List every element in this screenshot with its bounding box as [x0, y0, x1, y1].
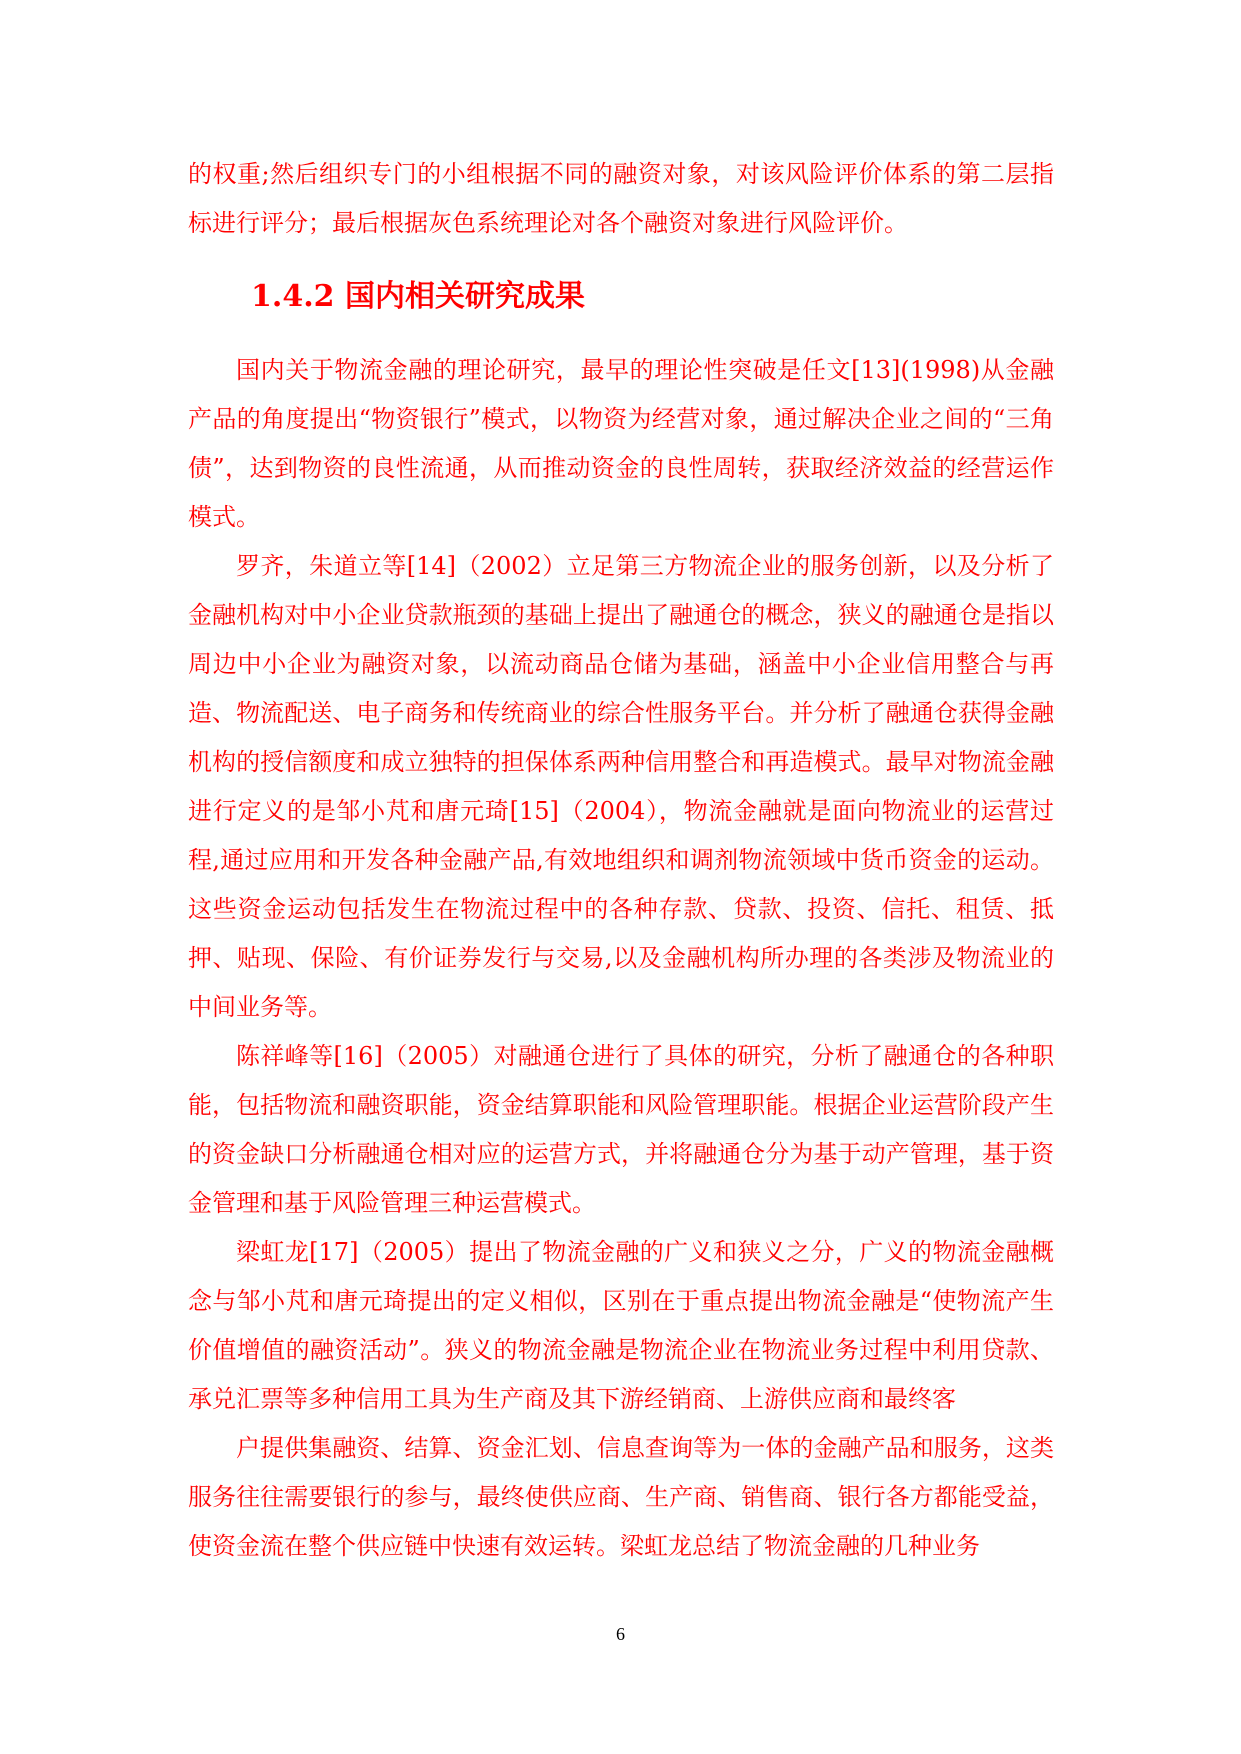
paragraph-luo-qi: 罗齐，朱道立等[14]（2002）立足第三方物流企业的服务创新，以及分析了金融机构对中小企业贷款瓶颈的基础上提出了融通仓的概念，狭义的融通仓是指以周边中小企业为融资对象，以流动商品仓储为基础，涵盖中小企业信用整合与再造、物流配送、电子商务和传统商业的综合性服务平台。并分析了融通仓获得金融机构的授信额度和成立独特的担保体系两种信用整合和再造模式。最早对物流金融进行定义的是邹小芃和唐元琦[15]（2004），物流金融就是面向物流业的运营过程,通过应用和开发各种金融产品,有效地组织和调剂物流领域中货币资金的运动。这些资金运动包括发生在物流过程中的各种存款、贷款、投资、信托、租赁、抵押、贴现、保险、有价证券发行与交易,以及金融机构所办理的各类涉及物流业的中间业务等。 [188, 552, 1054, 1021]
section-heading: 1.4.2 国内相关研究成果 [251, 279, 585, 314]
paragraph-continuation: 的权重;然后组织专门的小组根据不同的融资对象，对该风险评价体系的第二层指标进行评分；最后根据灰色系统理论对各个融资对象进行风险评价。 [188, 160, 1054, 237]
paragraph-chen-xiangfeng: 陈祥峰等[16]（2005）对融通仓进行了具体的研究，分析了融通仓的各种职能，包括物流和融资职能，资金结算职能和风险管理职能。根据企业运营阶段产生的资金缺口分析融通仓相对应的运营方式，并将融通仓分为基于动产管理，基于资金管理和基于风险管理三种运营模式。 [188, 1042, 1054, 1217]
paragraph-domestic-research: 国内关于物流金融的理论研究，最早的理论性突破是任文[13](1998)从金融产品的角度提出“物资银行”模式，以物资为经营对象，通过解决企业之间的“三角债”，达到物资的良性流通，从而推动资金的良性周转，获取经济效益的经营运作模式。 [188, 356, 1054, 531]
document-body [188, 150, 1054, 1571]
paragraph-liang-honglong: 梁虹龙[17]（2005）提出了物流金融的广义和狭义之分，广义的物流金融概念与邹小芃和唐元琦提出的定义相似，区别在于重点提出物流金融是“使物流产生价值增值的融资活动”。狭义的物流金融是物流企业在物流业务过程中利用贷款、承兑汇票等多种信用工具为生产商及其下游经销商、上游供应商和最终客 [188, 1238, 1054, 1413]
page-number: 6 [616, 1624, 625, 1644]
paragraph-financial-services: 户提供集融资、结算、资金汇划、信息查询等为一体的金融产品和服务，这类服务往往需要银行的参与，最终使供应商、生产商、销售商、银行各方都能受益，使资金流在整个供应链中快速有效运转。梁虹龙总结了物流金融的几种业务 [188, 1434, 1054, 1560]
